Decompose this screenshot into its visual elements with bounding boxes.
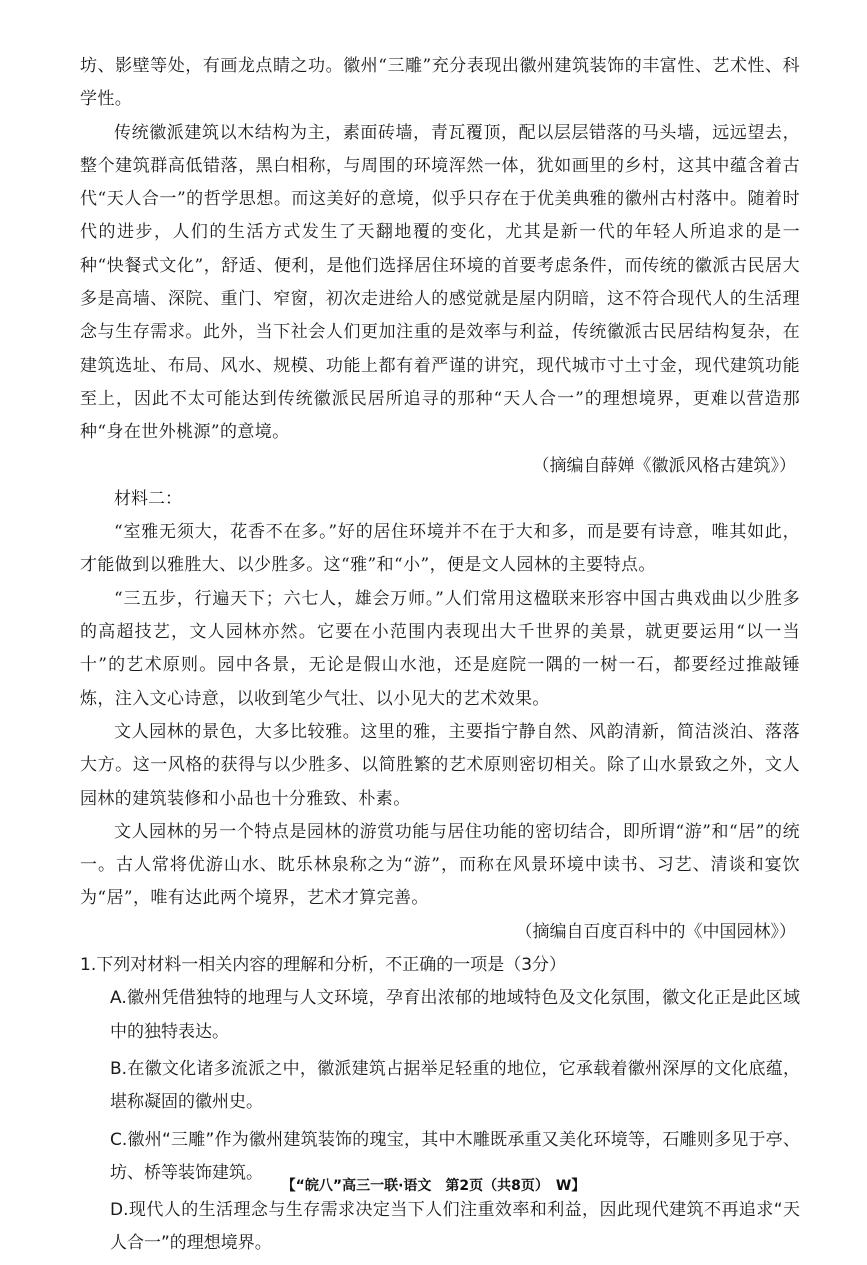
answer-option-b: B.在徽文化诸多流派之中，徽派建筑占据举足轻重的地位，它承载着徽州深厚的文化底蕴，堪称凝固的徽州史。 <box>110 1058 800 1113</box>
answer-option-d: D.现代人的生活理念与生存需求决定当下人们注重效率和利益，因此现代建筑不再追求“天人合一”的理想境界。 <box>110 1200 800 1254</box>
material-one-paragraph: 传统徽派建筑以木结构为主，素面砖墙，青瓦覆顶，配以层层错落的马头墙，远远望去，整个建筑群高低错落，黑白相称，与周围的环境浑然一体，犹如画里的乡村，这其中蕴含着古代“天人合一”的哲学思想。而这美好的意境，似乎只存在于优美典雅的徽州古村落中。随着时代的进步，人们的生活方式发生了天翻地覆的变化，尤其是新一代的年轻人所追求的是一种“快餐式文化”，舒适、便利，是他们选择居住环境的首要考虑条件，而传统的徽派古民居大多是高墙、深院、重门、窄窗，初次走进给人的感觉就是屋内阴暗，这不符合现代人的生活理念与生存需求。此外，当下社会人们更加注重的是效率与利益，传统徽派古民居结构复杂，在建筑选址、布局、风水、规模、功能上都有着严谨的讲究，现代城市寸土寸金，现代建筑功能至上，因此不太可能达到传统徽派民居所追寻的那种“天人合一”的理想境界，更难以营造那种“身在世外桃源”的意境。 <box>80 122 800 443</box>
material-two-paragraph: “室雅无须大，花香不在多。”好的居住环境并不在于大和多，而是要有诗意，唯其如此，才能做到以雅胜大、以少胜多。这“雅”和“小”，便是文人园林的主要特点。 <box>80 522 800 576</box>
material-two-paragraph: 文人园林的景色，大多比较雅。这里的雅，主要指宁静自然、风韵清新，简洁淡泊、落落大方。这一风格的获得与以少胜多、以简胜繁的艺术原则密切相关。除了山水景致之外，文人园林的建筑装修和小品也十分雅致、朴素。 <box>80 721 800 809</box>
page-footer: 【“皖八”高三一联·语文 第2页（共8页） W】 <box>281 1178 586 1194</box>
question-stem: 1.下列对材料一相关内容的理解和分析，不正确的一项是（3分） <box>80 955 567 976</box>
answer-option-c: C.徽州“三雕”作为徽州建筑装饰的瑰宝，其中木雕既承重又美化环境等，石雕则多见于亭、坊、桥等装饰建筑。 <box>110 1129 800 1183</box>
material-two-paragraph: 文人园林的另一个特点是园林的游赏功能与居住功能的密切结合，即所谓“游”和“居”的统一。古人常将优游山水、眈乐林泉称之为“游”，而称在风景环境中读书、习艺、清谈和宴饮为“居”，唯有达此两个境界，艺术才算完善。 <box>80 821 800 909</box>
material-two-heading: 材料二： <box>114 488 182 509</box>
answer-option-a: A.徽州凭借独特的地理与人文环境，孕育出浓郁的地域特色及文化氛围，徽文化正是此区域中的独特表达。 <box>110 988 800 1042</box>
document-page <box>80 50 800 1265</box>
source-citation: （摘编自薛婵《徽派风格古建筑》） <box>532 455 796 476</box>
material-one-paragraph: 坊、影壁等处，有画龙点睛之功。徽州“三雕”充分表现出徽州建筑装饰的丰富性、艺术性、科学性。 <box>80 56 800 110</box>
source-citation: （摘编自百度百科中的《中国园林》） <box>515 921 796 942</box>
material-two-paragraph: “三五步，行遍天下；六七人，雄会万师。”人们常用这楹联来形容中国古典戏曲以少胜多的高超技艺，文人园林亦然。它要在小范围内表现出大千世界的美景，就更要运用“以一当十”的艺术原则。园中各景，无论是假山水池，还是庭院一隅的一树一石，都要经过推敲锤炼，注入文心诗意，以收到笔少气壮、以小见大的艺术效果。 <box>80 588 800 709</box>
